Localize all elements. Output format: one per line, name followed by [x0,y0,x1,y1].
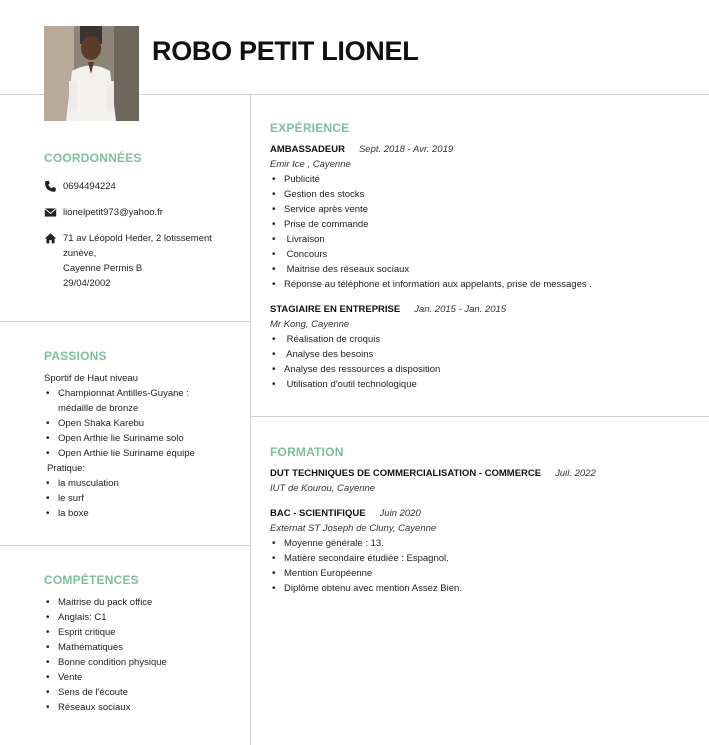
list-item: • Diplôme obtenu avec mention Assez Bien. [270,581,700,596]
list-item: • Esprit critique [44,625,244,640]
profile-photo [44,26,139,121]
formation-header [270,466,700,481]
list-item: • Réalisation de croquis [270,332,700,347]
list-item: • Matière secondaire étudiée : Espagnol. [270,551,700,566]
job-title: STAGIAIRE EN ENTREPRISE [270,304,401,315]
passions-list [44,386,244,461]
list-item: • Concours [270,247,700,262]
address-line: zunève, [63,248,97,259]
contact-phone [44,179,116,194]
formation-date: Juin 2020 [379,508,421,519]
phone-number: 0694494224 [63,181,116,192]
list-item: • Utilisation d'outil technologique [270,377,700,392]
phone-icon [44,180,57,193]
job-employer: Mr Kong, Cayenne [270,319,350,330]
list-item: • Gestion des stocks [270,187,700,202]
envelope-icon [44,206,57,219]
formation-entry-1 [270,466,700,496]
list-item: • Open Arthie lie Suriname équipe [44,446,244,461]
experience-job-2 [270,302,700,392]
list-item: • le surf [44,491,244,506]
column-divider [250,94,251,745]
list-item: • Réponse au téléphone et information aux appelants, prise de messages . [270,277,700,292]
address-line: Cayenne Permis B [63,263,143,274]
section-title-passions: PASSIONS [44,349,107,363]
job-date: Sept. 2018 - Avr. 2019 [358,144,454,155]
formation-details [270,536,700,596]
home-icon [44,232,57,245]
section-title-coordonnees: COORDONNÉES [44,151,142,165]
experience-job-1 [270,142,700,292]
list-item: • Analyse des besoins [270,347,700,362]
list-item: • Open Shaka Karebu [44,416,244,431]
job-tasks [270,332,700,392]
formation-title: BAC - SCIENTIFIQUE [270,508,366,519]
formation-header [270,506,700,521]
candidate-name: ROBO PETIT LIONEL [152,36,419,66]
address-block [63,231,212,291]
list-item: • Maitrise du pack office [44,595,244,610]
list-item: • Prise de commande [270,217,700,232]
right-divider-1 [250,416,709,417]
pratique-label: Pratique: [47,463,86,474]
list-item: • Maitrise des réseaux sociaux [270,262,700,277]
list-item: • Anglais: C1 [44,610,244,625]
passions-intro: Sportif de Haut niveau [44,373,139,384]
email-address: lionelpetit973@yahoo.fr [63,207,163,218]
list-item: • Livraison [270,232,700,247]
list-item: • Service après vente [270,202,700,217]
formation-entry-2 [270,506,700,596]
contact-email [44,205,163,220]
left-divider-1 [0,321,250,322]
list-item: • Analyse des ressources a disposition [270,362,700,377]
address-line: 71 av Léopold Heder, 2 lotissement [63,233,212,244]
left-divider-2 [0,545,250,546]
passions-content [44,371,244,521]
list-item: • la boxe [44,506,244,521]
formation-title: DUT TECHNIQUES DE COMMERCIALISATION - COMMERCE [270,468,542,479]
job-title: AMBASSADEUR [270,144,345,155]
list-item: • Open Arthie lie Suriname solo [44,431,244,446]
pratique-list [44,476,244,521]
formation-school: IUT de Kourou, Cayenne [270,483,376,494]
contact-address [44,231,212,291]
formation-date: Juil. 2022 [555,468,596,479]
list-item: • la musculation [44,476,244,491]
section-title-competences: COMPÉTENCES [44,573,139,587]
section-title-experience: EXPÉRIENCE [270,121,350,135]
list-item: • Mathématiques [44,640,244,655]
list-item: • Moyenne générale : 13. [270,536,700,551]
list-item: • Bonne condition physique [44,655,244,670]
list-item: • Championnat Antilles-Guyane : médaille de bronze [44,386,194,416]
list-item: • Publicité [270,172,700,187]
formation-school: Externat ST Joseph de Cluny, Cayenne [270,523,437,534]
job-employer: Emir Ice , Cayenne [270,159,351,170]
job-tasks [270,172,700,292]
person-photo-icon [44,26,139,121]
competences-list [44,595,244,715]
job-header [270,302,700,317]
list-item: • Mention Européenne [270,566,700,581]
address-line: 29/04/2002 [63,278,111,289]
list-item: • Vente [44,670,244,685]
section-title-formation: FORMATION [270,445,344,459]
job-header [270,142,700,157]
job-date: Jan. 2015 - Jan. 2015 [414,304,507,315]
list-item: • Sens de l'écoute [44,685,244,700]
list-item: • Réseaux sociaux [44,700,244,715]
